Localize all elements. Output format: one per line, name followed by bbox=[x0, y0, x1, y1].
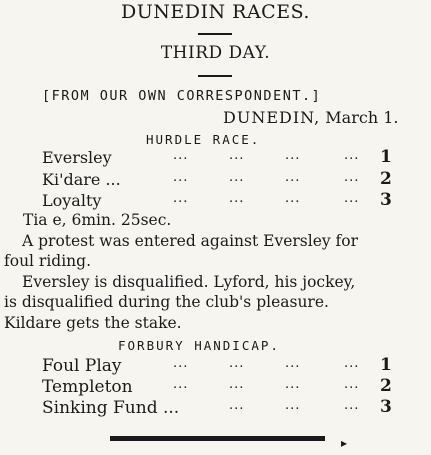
horse-name: Ki'dare ... bbox=[42, 170, 121, 189]
horse-name: Loyalty bbox=[42, 191, 102, 210]
result-row: Eversley ... ... ... ... 1 bbox=[42, 147, 392, 167]
decision-line-3: Kildare gets the stake. bbox=[4, 314, 182, 332]
horse-name: Eversley bbox=[42, 148, 112, 167]
race-time: Tia e, 6min. 25sec. bbox=[23, 211, 172, 229]
article-subtitle: THIRD DAY. bbox=[160, 43, 271, 63]
horse-name: Foul Play bbox=[42, 356, 122, 376]
byline: [FROM OUR OWN CORRESPONDENT.] bbox=[42, 88, 322, 104]
protest-line-2: foul riding. bbox=[4, 252, 92, 270]
title-rule bbox=[198, 33, 232, 35]
placing: 1 bbox=[380, 355, 392, 375]
result-row: Loyalty ... ... ... ... 3 bbox=[42, 190, 392, 210]
dateline-date: March 1. bbox=[325, 108, 399, 127]
result-row: Templeton ... ... ... ... 2 bbox=[42, 376, 392, 397]
result-row: Foul Play ... ... ... ... 1 bbox=[42, 355, 392, 376]
placing: 3 bbox=[380, 397, 392, 417]
result-row: Ki'dare ... ... ... ... ... 2 bbox=[42, 169, 392, 189]
result-row: Sinking Fund ... ... ... ... 3 bbox=[42, 397, 392, 418]
horse-name: Templeton bbox=[42, 377, 133, 397]
dateline bbox=[223, 108, 398, 127]
decision-line-2: is disqualified during the club's pleasure. bbox=[4, 293, 329, 311]
forbury-handicap-heading: FORBURY HANDICAP. bbox=[118, 338, 280, 353]
subtitle-rule bbox=[198, 75, 232, 77]
stray-mark: ▸ bbox=[341, 436, 348, 450]
dateline-place: DUNEDIN, bbox=[223, 108, 321, 127]
horse-name: Sinking Fund ... bbox=[42, 398, 180, 418]
placing: 1 bbox=[380, 147, 392, 167]
placing: 3 bbox=[380, 190, 392, 210]
article-title: DUNEDIN RACES. bbox=[121, 1, 310, 23]
hurdle-race-heading: HURDLE RACE. bbox=[146, 132, 261, 147]
placing: 2 bbox=[380, 376, 392, 396]
protest-line-1: A protest was entered against Eversley for bbox=[22, 232, 359, 250]
placing: 2 bbox=[380, 169, 392, 189]
closing-rule bbox=[110, 436, 325, 441]
decision-line-1: Eversley is disqualified. Lyford, his jockey, bbox=[22, 273, 356, 291]
